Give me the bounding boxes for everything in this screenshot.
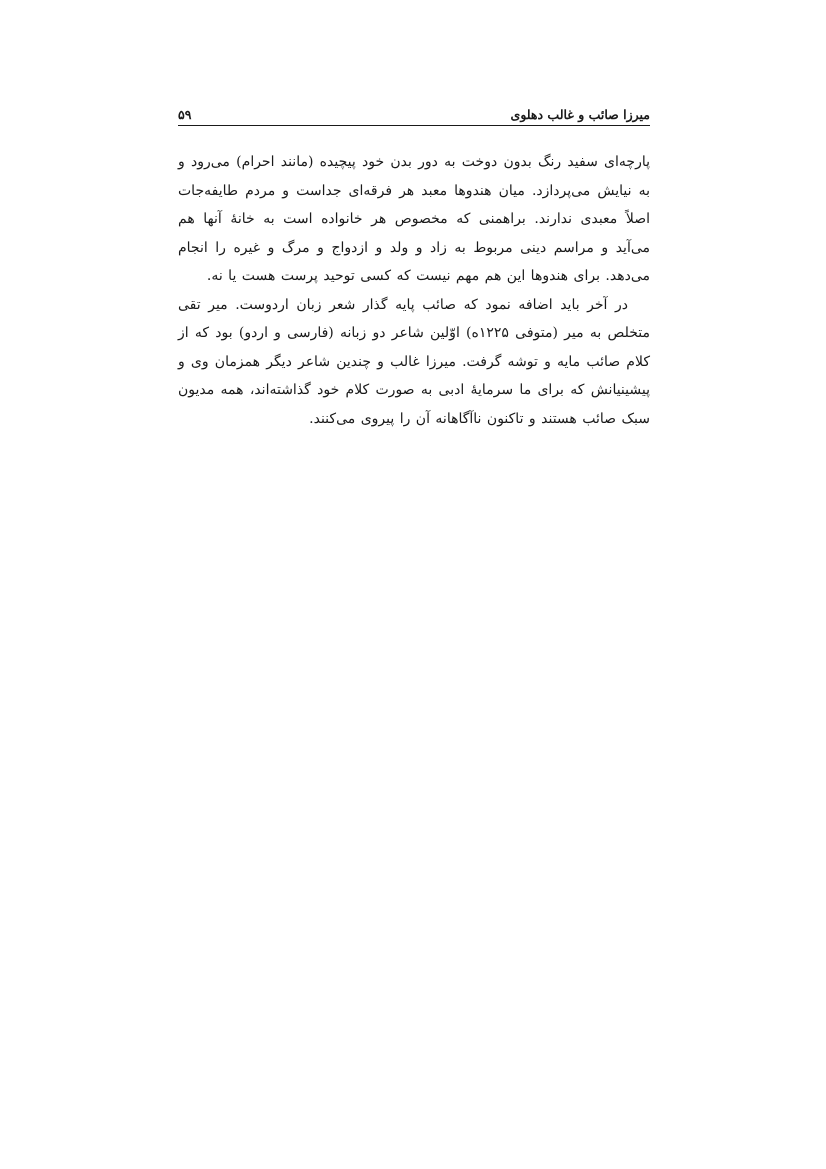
running-header xyxy=(178,104,650,124)
page-number: ۵۹ xyxy=(178,106,192,122)
body-text xyxy=(178,148,650,433)
header-rule xyxy=(178,125,650,126)
paragraph-1: پارچه‌ای سفید رنگ بدون دوخت به دور بدن خود پیچیده (مانند احرام) می‌رود و به نیایش می‌پردازد. میان هندوها معبد هر فرقه‌ای جداست و مردم طایفه‌جات اصلاً معبدی ندارند. براهمنی که مخصوص هر خانواده است به خانهٔ آنها هم می‌آید و مراسم دینی مربوط به زاد و ولد و ازدواج و مرگ و غیره را انجام می‌دهد. برای هندوها این هم مهم نیست که کسی توحید پرست هست یا نه. xyxy=(178,154,650,284)
paragraph-2: در آخر باید اضافه نمود که صائب پایه گذار شعر زبان اردوست. میر تقی متخلص به میر (متوفی ۱۲۲۵ه) اوّلین شاعر دو زبانه (فارسی و اردو) بود که از کلام صائب مایه و توشه گرفت. میرزا غالب و چندین شاعر دیگر همزمان وی و پیشینیانش که برای ما سرمایهٔ ادبی به صورت کلام خود گذاشته‌اند، همه مدیون سبک صائب هستند و تاکنون ناآگاهانه آن را پیروی می‌کنند. xyxy=(178,296,651,427)
running-title: میرزا صائب و غالب دهلوی xyxy=(510,106,650,122)
